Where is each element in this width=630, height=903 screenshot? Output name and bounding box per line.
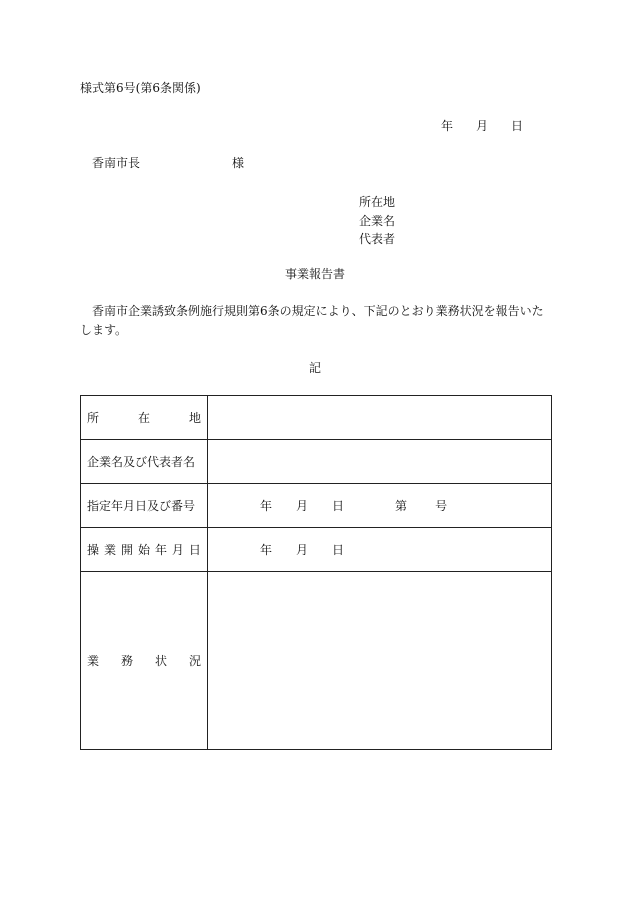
date-day-label: 日: [511, 119, 524, 133]
company-label: 企業名及び代表者名: [81, 440, 208, 484]
table-row-company: [81, 440, 552, 484]
table-row-operation-start: [81, 528, 552, 572]
table-row-status: [81, 572, 552, 750]
date-year-label: 年: [441, 119, 454, 133]
date-month-label: 月: [476, 119, 489, 133]
ki-heading: 記: [308, 361, 321, 375]
status-field[interactable]: [208, 572, 552, 750]
addressee-honorific: 様: [232, 156, 245, 170]
operation-start-field[interactable]: 年 月 日: [208, 528, 552, 572]
addressee: [92, 157, 244, 169]
form-number: 様式第6号(第6条関係): [80, 81, 201, 95]
applicant-company-label: 企業名: [359, 213, 396, 228]
designation-field[interactable]: 年 月 日 第 号: [208, 484, 552, 528]
designation-label: 指定年月日及び番号: [81, 484, 208, 528]
body-text: 香南市企業誘致条例施行規則第6条の規定により、下記のとおり業務状況を報告いたします。: [80, 304, 544, 337]
operation-start-label: 操 業 開 始 年 月 日: [81, 528, 208, 572]
applicant-representative-label: 代表者: [359, 232, 396, 246]
company-field[interactable]: [208, 440, 552, 484]
status-label: 業 務 状 況: [81, 572, 208, 750]
document-title: 事業報告書: [284, 267, 345, 281]
location-label: 所 在 地: [81, 396, 208, 440]
location-field[interactable]: [208, 396, 552, 440]
table-row-designation: [81, 484, 552, 528]
date-line: [441, 120, 523, 132]
applicant-block: [359, 193, 395, 249]
report-table: [80, 395, 552, 750]
table-row-location: [81, 396, 552, 440]
applicant-address-label: 所在地: [359, 195, 396, 209]
addressee-name: 香南市長: [92, 156, 141, 170]
